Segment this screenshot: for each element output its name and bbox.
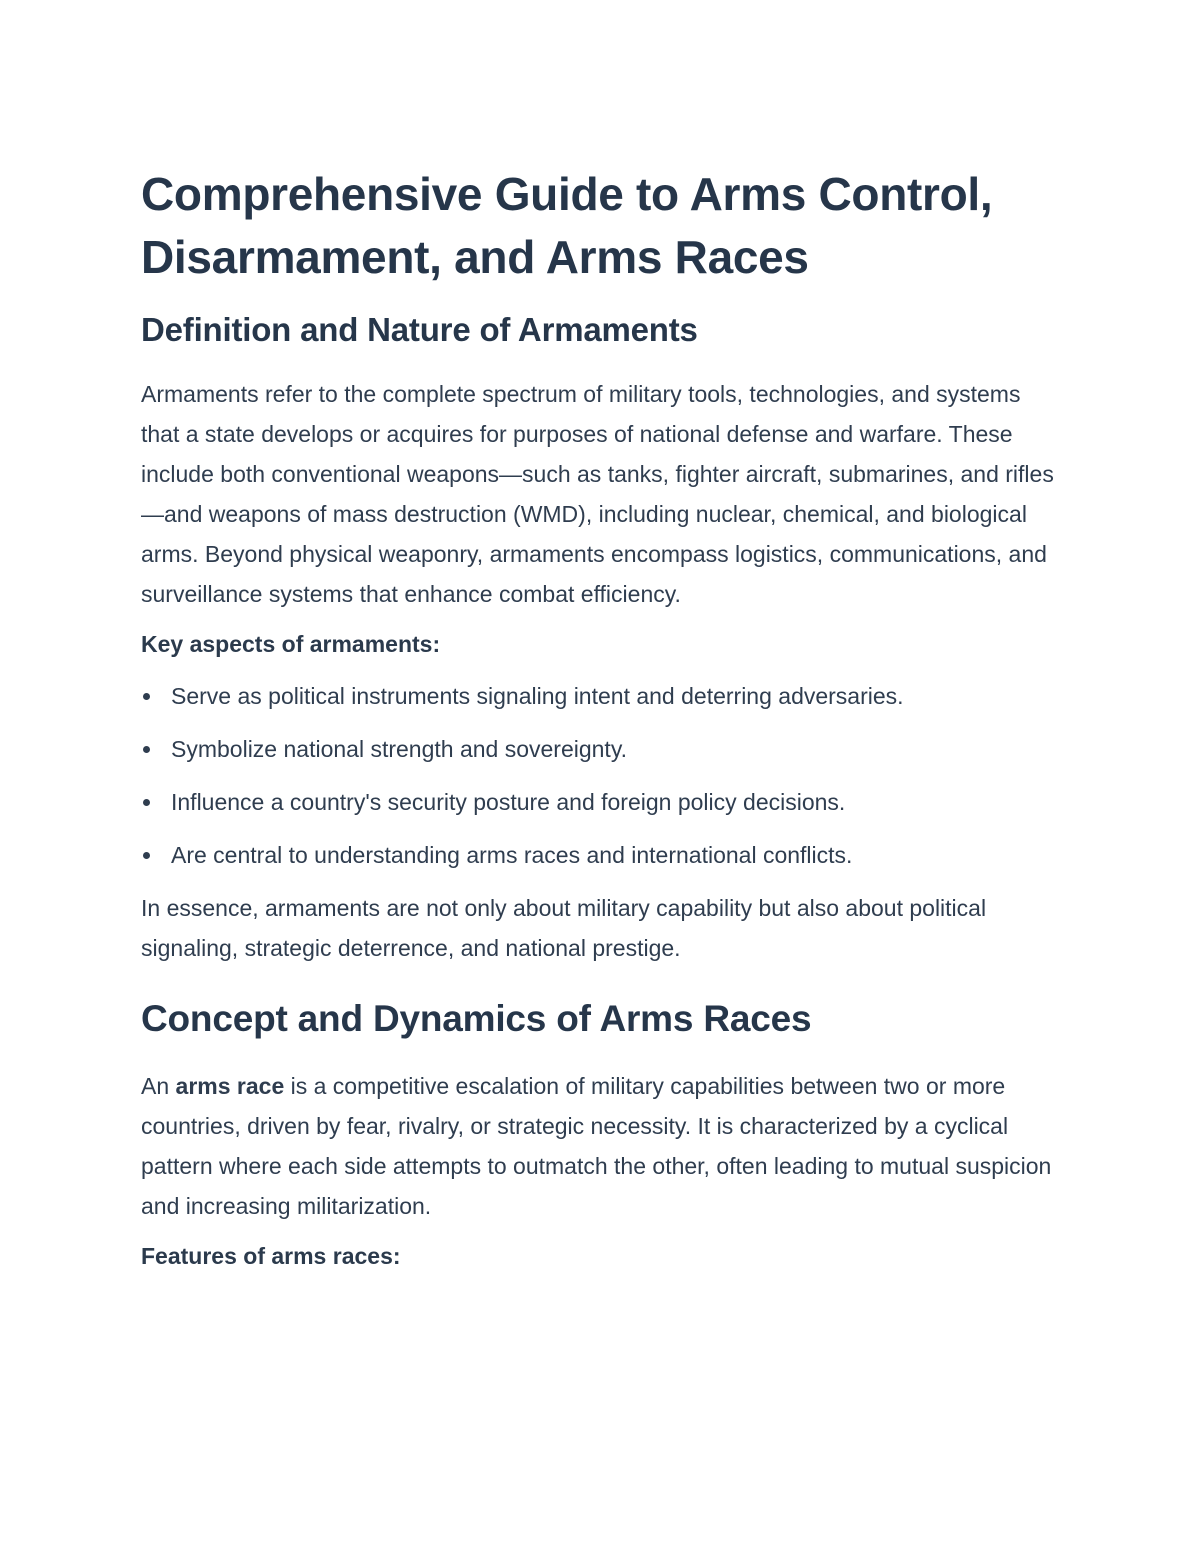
arms-race-paragraph (141, 1066, 1061, 1226)
arms-race-term: arms race (175, 1073, 285, 1099)
list-item-text: Are central to understanding arms races and international conflicts. (171, 842, 853, 868)
key-aspects-label: Key aspects of armaments: (141, 631, 441, 657)
document-title: Comprehensive Guide to Arms Control, Disarmament, and Arms Races (141, 168, 993, 283)
list-item (141, 782, 1061, 822)
armaments-closing-paragraph: In essence, armaments are not only about military capability but also about political signaling, strategic deterrence, and national prestige. (141, 895, 987, 961)
section-heading-armaments: Definition and Nature of Armaments (141, 311, 698, 348)
intro-rest: is a competitive escalation of military capabilities between two or more countries, driven by fear, rivalry, or strategic necessity. It is characterized by a cyclical pattern where each side attempts to outmatch the other, often leading to mutual suspicion and increasing militarization. (141, 1073, 1052, 1219)
key-aspects-list (141, 676, 1061, 875)
list-item-text: Influence a country's security posture and foreign policy decisions. (171, 789, 846, 815)
intro-prefix: An (141, 1073, 176, 1099)
list-item (141, 676, 1061, 716)
armaments-paragraph: Armaments refer to the complete spectrum of military tools, technologies, and systems that a state develops or acquires for purposes of national defense and warfare. These include both conventional weapons—such as tanks, fighter aircraft, submarines, and rifles—and weapons of mass destruction (WMD), including nuclear, chemical, and biological arms. Beyond physical weaponry, armaments encompass logistics, communications, and surveillance systems that enhance combat efficiency. (141, 381, 1054, 607)
features-label: Features of arms races: (141, 1243, 401, 1269)
section-heading-arms-races: Concept and Dynamics of Arms Races (141, 998, 812, 1039)
list-item-text: Symbolize national strength and sovereignty. (171, 736, 628, 762)
bullet-icon (143, 746, 150, 753)
list-item-text: Serve as political instruments signaling intent and deterring adversaries. (171, 683, 904, 709)
bullet-icon (143, 852, 150, 859)
document-page (141, 163, 1061, 1276)
bullet-icon (143, 799, 150, 806)
list-item (141, 729, 1061, 769)
bullet-icon (143, 693, 150, 700)
list-item (141, 835, 1061, 875)
